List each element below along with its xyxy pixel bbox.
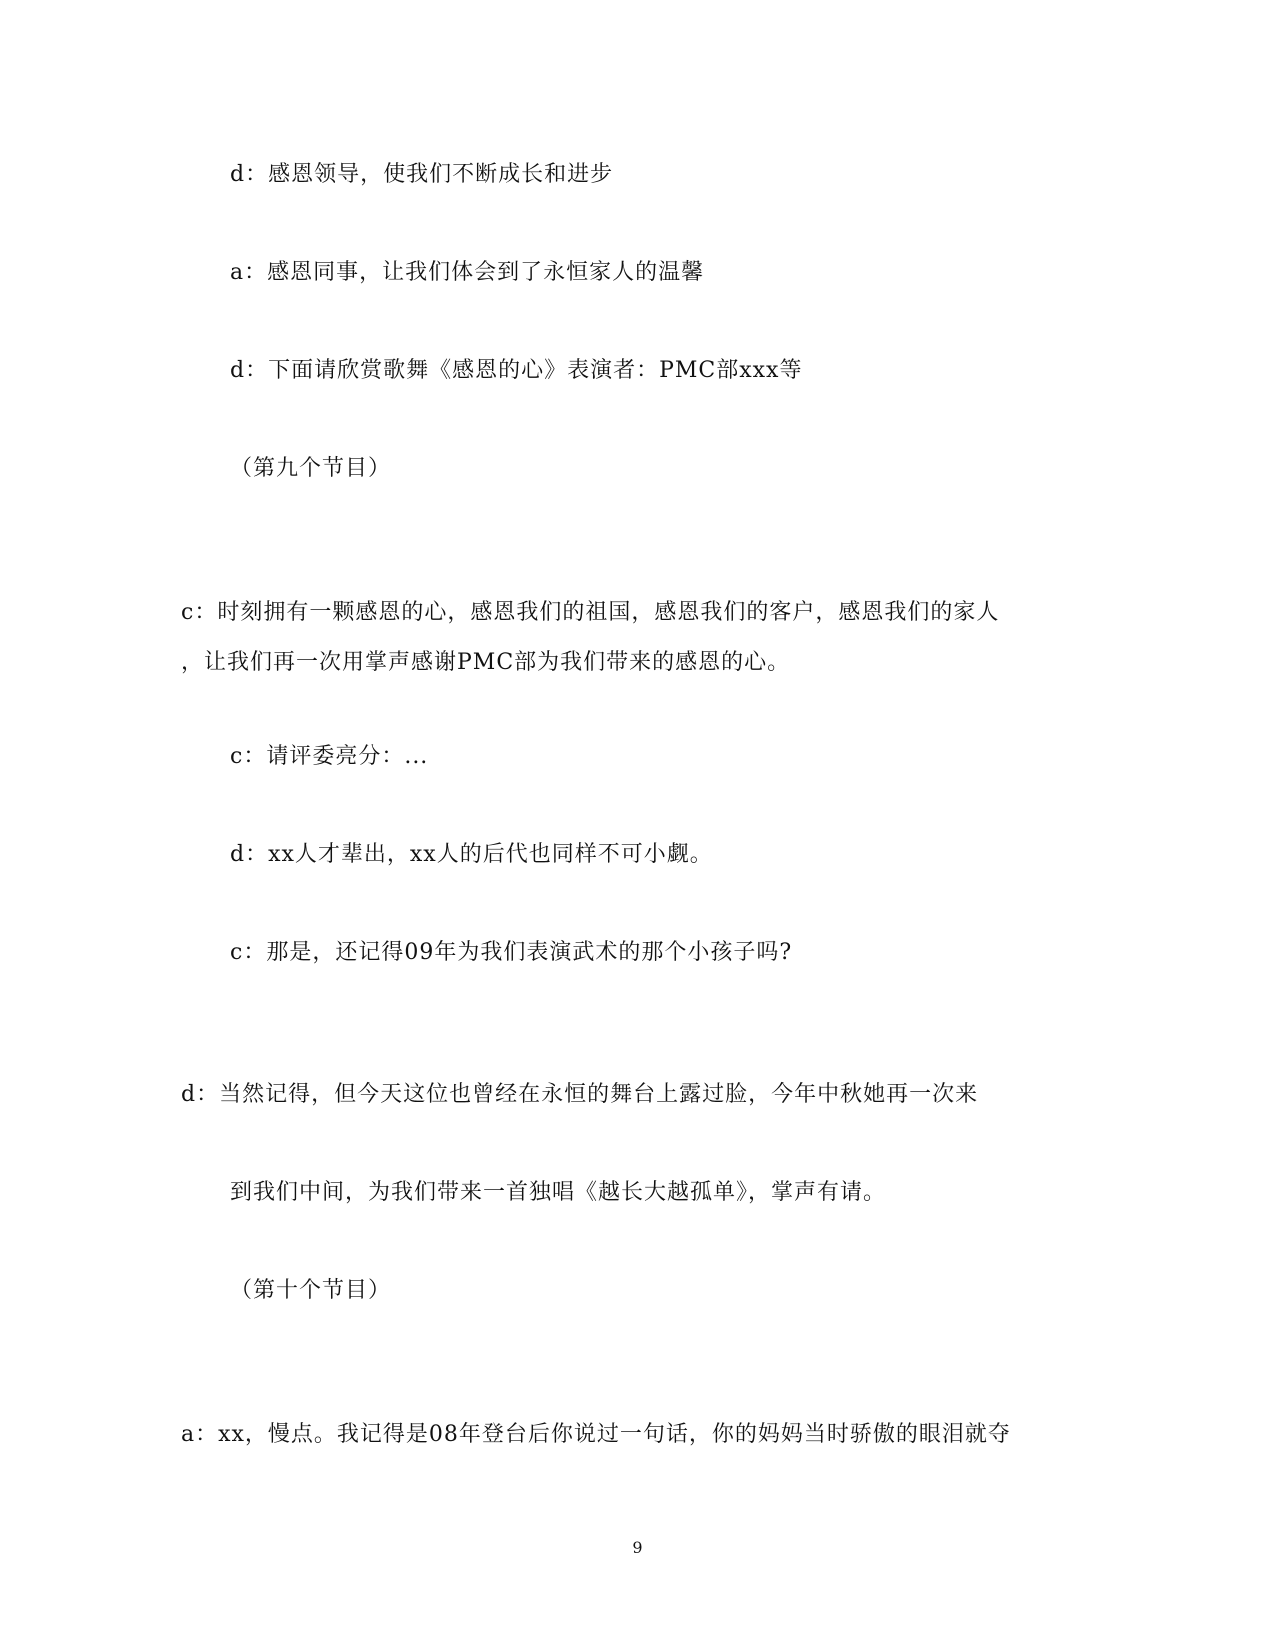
program-heading: （第十个节目） (230, 1278, 392, 1303)
dialogue-line: c：那是，还记得09年为我们表演武术的那个小孩子吗? (230, 940, 793, 965)
page-number: 9 (632, 1538, 643, 1557)
dialogue-line: d：下面请欣赏歌舞《感恩的心》表演者：PMC部xxx等 (230, 358, 803, 383)
dialogue-line: d：当然记得，但今天这位也曾经在永恒的舞台上露过脸，今年中秋她再一次来 (181, 1082, 979, 1107)
dialogue-line: c：请评委亮分：... (230, 744, 429, 769)
dialogue-line: a：xx，慢点。我记得是08年登台后你说过一句话，你的妈妈当时骄傲的眼泪就夺 (181, 1422, 1011, 1447)
dialogue-line: d：感恩领导，使我们不断成长和进步 (230, 162, 614, 187)
dialogue-line: c：时刻拥有一颗感恩的心，感恩我们的祖国，感恩我们的客户，感恩我们的家人 (181, 600, 1000, 625)
dialogue-line: d：xx人才辈出，xx人的后代也同样不可小觑。 (230, 842, 713, 867)
dialogue-line-continuation: ，让我们再一次用掌声感谢PMC部为我们带来的感恩的心。 (181, 650, 791, 675)
program-heading: （第九个节目） (230, 456, 392, 481)
dialogue-line-continuation: 到我们中间，为我们带来一首独唱《越长大越孤单》，掌声有请。 (230, 1180, 887, 1205)
dialogue-line: a：感恩同事，让我们体会到了永恒家人的温馨 (230, 260, 705, 285)
